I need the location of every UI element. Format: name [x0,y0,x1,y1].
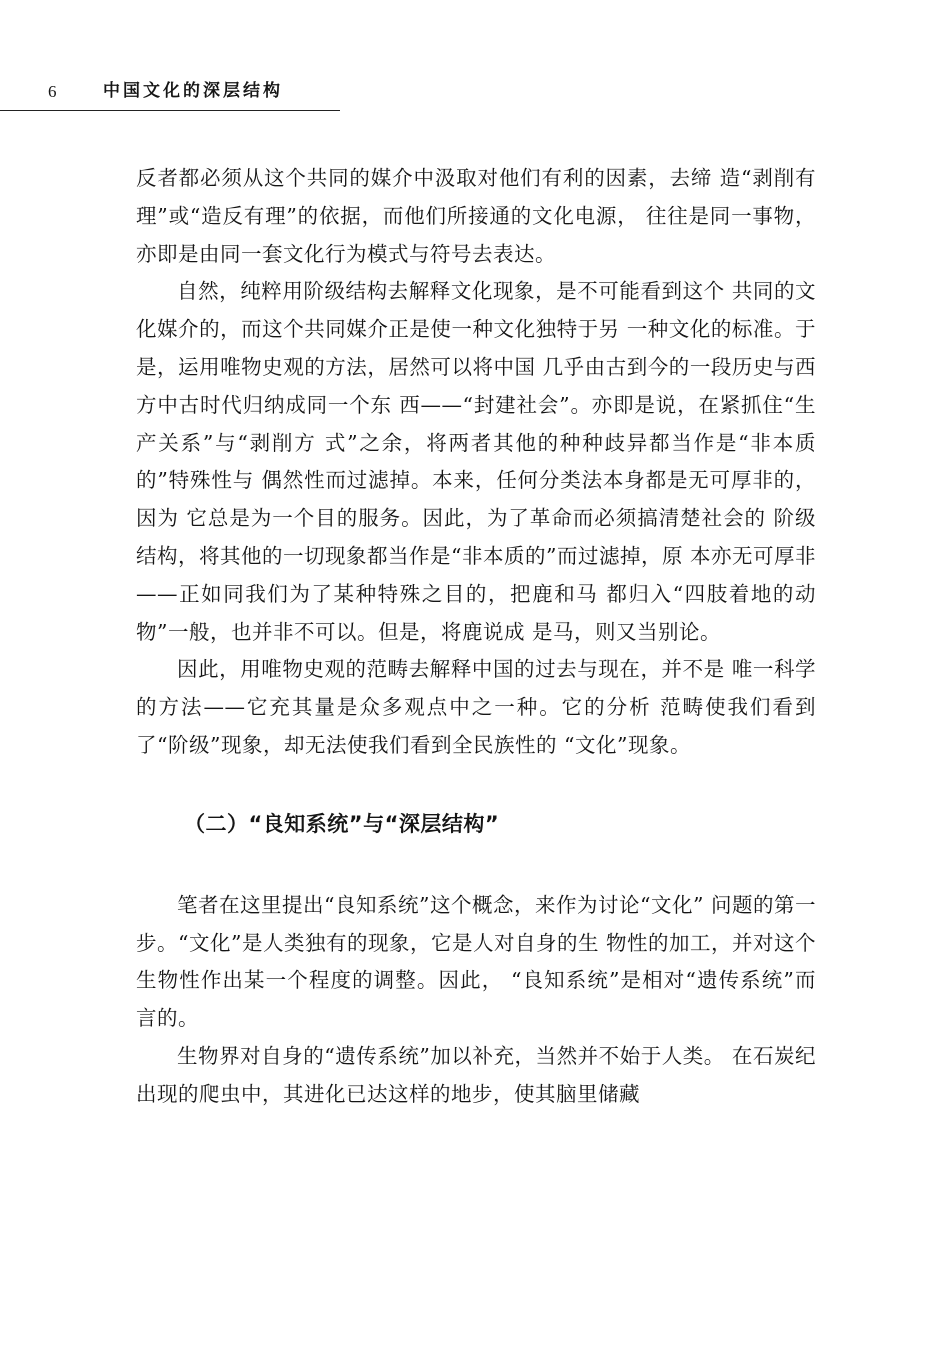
page-number: 6 [48,82,57,101]
text-line: 唯一科学的方法——它充其量是众多观点中之一种。它的分析 [136,657,817,720]
text-line: “良知系统”是相对“遗传系统”而言的。 [136,968,816,1031]
text-line: 生物界对自身的“遗传系统”加以补充，当然并不始于人类。 [177,1043,725,1068]
text-line: 本亦无可厚非——正如同我们为了某种特殊之目的，把鹿和马 [136,543,816,606]
text-line: 几乎由古到今的一段历史与西方中古时代归纳成同一个东 [136,354,816,417]
paragraph [136,651,816,764]
paragraph [136,273,816,651]
text-line: 范畴使我们看到了“阶级”现象，却无法使我们看到全民族性的 [136,695,816,757]
text-line: 笔者在这里提出“良知系统”这个概念，来作为讨论“文化” [177,892,704,917]
page-header [0,76,340,110]
text-line: 偶然性而过滤掉。本来，任何分类法本身都是无可厚非的，因为 [136,468,817,531]
text-line: 问题的第一步。“文化”是人类独有的现象，它是人对自身的生 [136,892,817,955]
paragraph [136,887,816,1038]
text-line: 阶级结构，将其他的一切现象都当作是“非本质的”而过滤掉，原 [136,506,816,568]
text-line: 自然，纯粹用阶级结构去解释文化现象，是不可能看到这个 [177,279,725,304]
text-line: 式”之余，将两者其他的种种歧异都当作是“非本质的”特殊性与 [136,430,816,493]
text-line: 在石炭纪出现的爬虫中，其进化已达这样的地步，使其脑里储藏 [136,1043,817,1106]
text-line: 因此，用唯物史观的范畴去解释中国的过去与现在，并不是 [177,657,725,682]
text-line: 一种文化的标准。于是，运用唯物史观的方法，居然可以将中国 [136,317,816,379]
text-line: 西——“封建社会”。亦即是说，在紧抓住“生产关系”与“剥削方 [136,392,816,455]
header-rule [0,110,340,111]
text-line: 都归入“四肢着地的动物”一般，也并非不可以。但是，将鹿说成 [136,581,816,644]
text-line: 共同的文化媒介的，而这个共同媒介正是使一种文化独特于另 [136,279,817,342]
text-line: 它总是为一个目的服务。因此，为了革命而必须搞清楚社会的 [186,506,767,531]
text-line: 造“剥削有理”或“造反有理”的依据，而他们所接通的文化电源， [136,166,817,228]
text-line: “文化”现象。 [564,732,691,757]
text-line: 往往是同一事物，亦即是由同一套文化行为模式与符号去表达。 [136,203,816,266]
paragraph-continued [136,160,816,273]
running-title: 中国文化的深层结构 [103,81,283,101]
section-heading: （二）“良知系统”与“深层结构” [184,811,500,836]
text-line: 反者都必须从这个共同的媒介中汲取对他们有利的因素，去缔 [136,166,713,190]
text-line: 物性的加工，并对这个生物性作出某一个程度的调整。因此， [136,930,816,993]
text-line: 是马，则又当别论。 [532,619,722,644]
paragraph [136,1038,816,1114]
body-text [136,160,816,1114]
